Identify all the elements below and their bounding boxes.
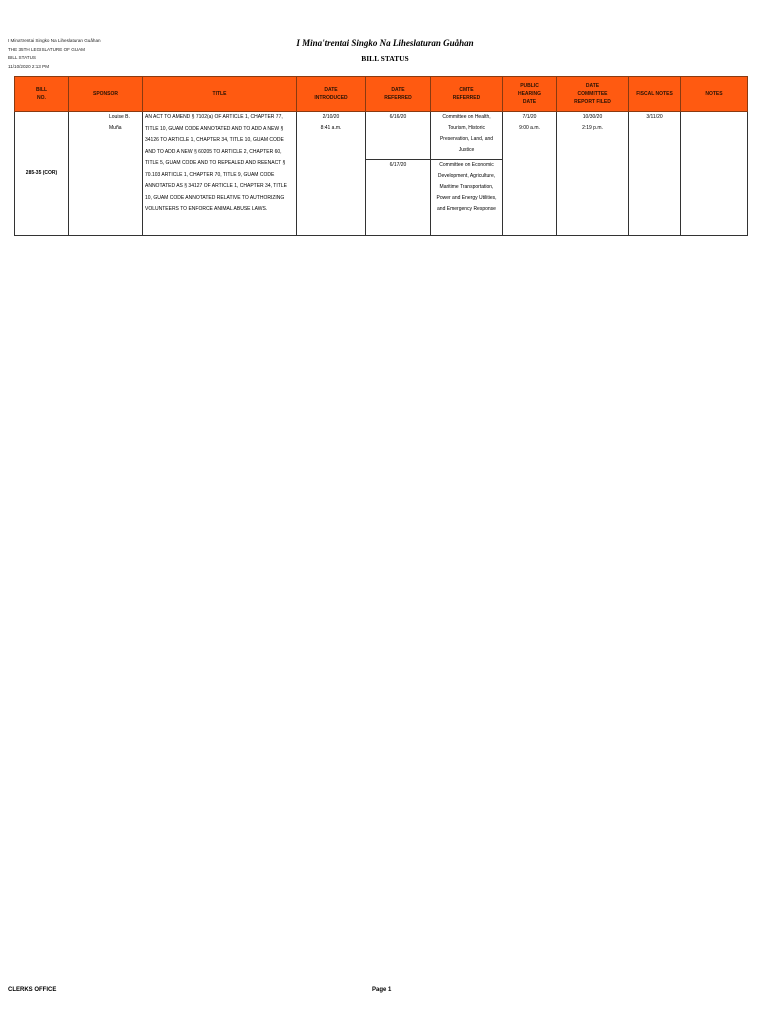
col-notes: NOTES bbox=[681, 77, 748, 112]
table-header-row bbox=[15, 77, 748, 112]
document-subtitle: BILL STATUS bbox=[361, 54, 409, 63]
hearing-date: 7/1/20 bbox=[522, 114, 537, 120]
notes-cell bbox=[681, 112, 748, 236]
date-referred-first: 6/16/20 bbox=[366, 112, 430, 160]
col-title: TITLE bbox=[143, 77, 297, 112]
bill-sponsor: Louise B. Muña bbox=[69, 112, 143, 236]
page-number: Page 1 bbox=[372, 987, 392, 993]
public-hearing-cell bbox=[503, 112, 557, 236]
meta-line-timestamp: 11/10/2020 2:13 PM bbox=[8, 63, 50, 69]
date-introduced: 2/10/20 bbox=[322, 114, 340, 120]
time-introduced: 8:41 a.m. bbox=[320, 125, 342, 131]
col-sponsor: SPONSOR bbox=[69, 77, 143, 112]
report-time: 2:19 p.m. bbox=[582, 125, 603, 131]
committee-report-cell bbox=[557, 112, 629, 236]
col-fiscal-notes: FISCAL NOTES bbox=[629, 77, 681, 112]
col-date-introduced: DATE INTRODUCED bbox=[297, 77, 366, 112]
fiscal-notes-cell: 3/11/20 bbox=[629, 112, 681, 236]
col-committee-report-filed: DATE COMMITTEE REPORT FILED bbox=[557, 77, 629, 112]
meta-line-legislature: I Mina'trentai Singko Na Liheslaturan Guåhan bbox=[8, 38, 101, 43]
footer-office: CLERKS OFFICE bbox=[8, 987, 57, 993]
col-bill-no: BILL NO. bbox=[15, 77, 69, 112]
document-header bbox=[0, 38, 770, 63]
date-referred-second: 6/17/20 bbox=[389, 162, 407, 168]
meta-line-legislature-english: THE 35TH LEGISLATURE OF GUAM bbox=[8, 46, 86, 52]
document-title: I Mina'trentai Singko Na Liheslaturan Guåhan bbox=[296, 38, 474, 48]
meta-line-report: BILL STATUS bbox=[8, 55, 36, 61]
report-date: 10/30/20 bbox=[582, 114, 603, 120]
col-date-referred: DATE REFERRED bbox=[366, 77, 431, 112]
table-row bbox=[15, 112, 748, 236]
col-cmte-referred: CMTE REFERRED bbox=[431, 77, 503, 112]
date-introduced-cell bbox=[297, 112, 366, 236]
bill-title: AN ACT TO AMEND § 7102(a) OF ARTICLE 1, CHAPTER 77, TITLE 10, GUAM CODE ANNOTATED AND TO ADD A NEW § 34126 TO ARTICLE 1, CHAPTER 34, TITLE 10, GUAM CODE AND TO ADD A NEW § 60205 TO ARTICLE 2, CHAPTER 60, TITLE 5, GUAM CODE AND TO REPEALED AND REENACT § 70.103 ARTICLE 1, CHAPTER 70, TITLE 9, GUAM CODE ANNOTATED AS § 34127 OF ARTICLE 1, CHAPTER 34, TITLE 10, GUAM CODE ANNOTATED RELATIVE TO AUTHORIZING VOLUNTEERS TO ENFORCE ANIMAL ABUSE LAWS. bbox=[143, 112, 297, 236]
cmte-referred-cell bbox=[431, 112, 503, 236]
committee-referred-second: Committee on Economic Development, Agriculture, Maritime Transportation, Power and Energy Utilities, and Emergency Response bbox=[436, 162, 497, 212]
committee-referred-first: Committee on Health, Tourism, Historic Preservation, Land, and Justice bbox=[431, 112, 502, 160]
bill-status-table bbox=[14, 76, 748, 236]
bill-number: 285-35 (COR) bbox=[15, 112, 69, 236]
date-referred-cell bbox=[366, 112, 431, 236]
col-public-hearing-date: PUBLIC HEARING DATE bbox=[503, 77, 557, 112]
hearing-time: 9:00 a.m. bbox=[519, 125, 540, 131]
